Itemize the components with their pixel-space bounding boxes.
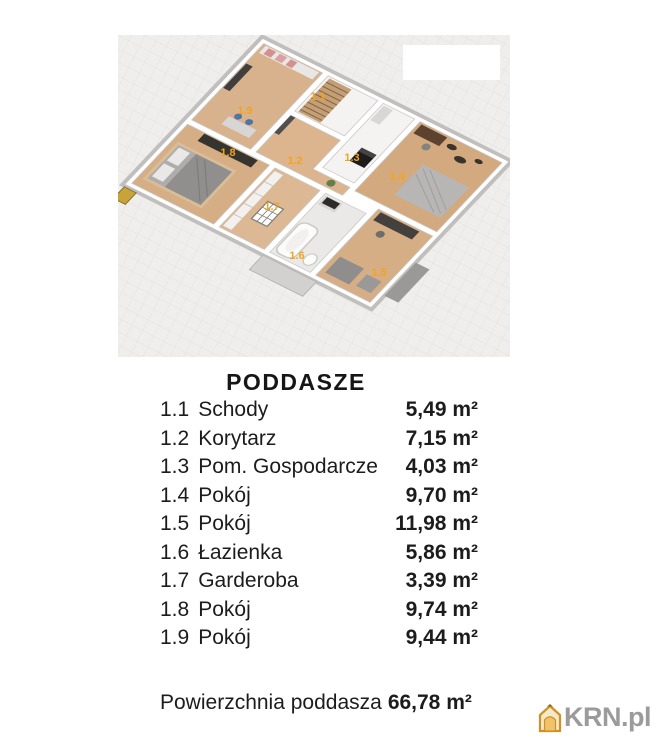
room-number: 1.6 [160,540,190,564]
legend-row [160,455,478,484]
blank-patch [403,45,500,80]
plan-label-1-1: 1.1 [310,91,326,103]
plan-label-1-2: 1.2 [287,155,303,167]
room-area: 11,98 m² [395,512,478,535]
room-number: 1.2 [160,426,190,450]
room-number: 1.8 [160,597,190,621]
plan-label-1-7: 1.7 [264,201,280,213]
plan-label-1-8: 1.8 [220,147,236,159]
room-name: Pokój [198,483,251,507]
room-area: 5,86 m² [405,540,478,564]
room-number: 1.5 [160,512,190,535]
room-name: Garderoba [198,569,299,592]
legend-row [160,484,478,513]
krn-watermark [538,702,651,733]
room-area: 9,74 m² [405,597,478,621]
room-number: 1.4 [160,483,190,507]
legend-row [160,541,478,570]
room-name: Łazienka [198,540,283,564]
room-number: 1.3 [160,455,190,478]
room-area: 5,49 m² [405,398,478,421]
legend-row [160,427,478,456]
plan-label-1-6: 1.6 [289,250,305,262]
legend-row [160,626,478,655]
floorplan-svg [118,35,510,357]
total-area-value: 66,78 m² [387,691,472,714]
room-area: 9,70 m² [405,483,478,507]
legend-row [160,512,478,541]
house-icon [538,703,562,733]
plan-label-1-5: 1.5 [371,267,387,279]
plan-label-1-9: 1.9 [237,105,253,117]
total-area-label: Powierzchnia poddasza [160,691,382,714]
room-name: Pokój [198,512,251,535]
room-number: 1.9 [160,626,190,649]
plan-label-1-3: 1.3 [344,152,360,164]
watermark-text: KRN.pl [564,702,651,732]
room-area: 9,44 m² [405,626,478,649]
room-name: Schody [198,398,269,421]
floorplan-image [118,35,510,357]
room-area: 7,15 m² [405,426,478,450]
room-area: 3,39 m² [405,569,478,592]
total-area-line [160,691,472,715]
room-number: 1.7 [160,569,190,592]
room-area: 4,03 m² [405,455,478,478]
room-legend [160,398,478,655]
plan-label-1-4: 1.4 [389,171,405,183]
room-name: Pokój [198,597,251,621]
room-name: Korytarz [198,426,277,450]
room-name: Pokój [198,626,251,649]
legend-row [160,398,478,427]
legend-row [160,569,478,598]
page-title: PODDASZE [226,369,366,395]
room-name: Pom. Gospodarcze [198,455,378,478]
room-number: 1.1 [160,398,190,421]
legend-row [160,598,478,627]
